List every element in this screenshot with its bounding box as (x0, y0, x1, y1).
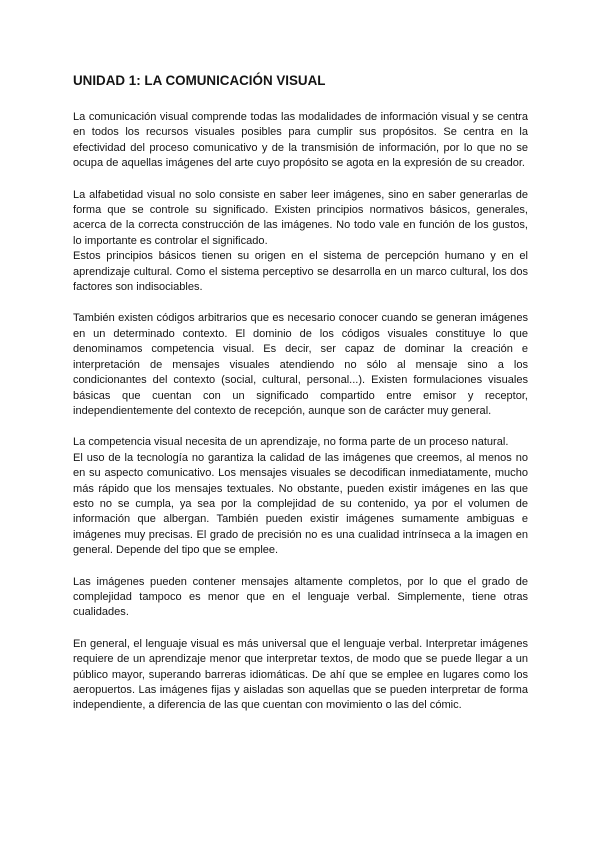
paragraph-6: El uso de la tecnología no garantiza la calidad de las imágenes que creemos, al menos no en su aspecto comunicativo. Los mensajes visuales se decodifican inmediatamente, mucho más rápido que los mensajes textuales. No obstante, pueden existir imágenes en las que esto no se cumpla, ya sea por la complejidad de su contenido, ya por el volumen de información que albergan. También pueden existir imágenes sumamente ambiguas e imágenes muy precisas. El grado de precisión no es una cualidad intrínseca a la imagen en general. Depende del tipo que se emplee. (73, 451, 528, 557)
paragraph-gap (73, 172, 528, 188)
paragraph-8: En general, el lenguaje visual es más universal que el lenguaje verbal. Interpretar imágenes requiere de un aprendizaje menor que interpretar textos, de modo que se puede llegar a un público mayor, superando barreras idiomáticas. De ahí que se emplee en lugares como los aeropuertos. Las imágenes fijas y aisladas son aquellas que se pueden interpretar de forma independiente, a diferencia de las que cuentan con movimiento o las del cómic. (73, 637, 528, 712)
paragraph-gap (73, 419, 528, 435)
paragraph-7: Las imágenes pueden contener mensajes altamente completos, por lo que el grado de complejidad tampoco es menor que en el lenguaje verbal. Simplemente, tiene otras cualidades. (73, 575, 528, 619)
paragraph-4: También existen códigos arbitrarios que es necesario conocer cuando se generan imágenes en un determinado contexto. El dominio de los códigos visuales constituye lo que denominamos competencia visual. Es decir, ser capaz de dominar la creación e interpretación de mensajes visuales atendiendo no sólo al mensaje sino a los condicionantes del contexto (social, cultural, personal...). Existen formulaciones visuales básicas que cuentan con un significado compartido entre emisor y receptor, independientemente del contexto de recepción, aunque son de carácter muy general. (73, 312, 528, 417)
page-title: UNIDAD 1: LA COMUNICACIÓN VISUAL (73, 73, 326, 88)
document-page (73, 72, 528, 714)
paragraph-1: La comunicación visual comprende todas las modalidades de información visual y se centra en todos los recursos visuales posibles para cumplir sus propósitos. Se centra en la efectividad del proceso comunicativo y de la transmisión de información, por lo que no se ocupa de aquellas imágenes del arte cuyo propósito se agota en la expresión de su creador. (73, 111, 528, 170)
paragraph-gap (73, 621, 528, 637)
paragraph-3: Estos principios básicos tienen su origen en el sistema de percepción humano y en el aprendizaje cultural. Como el sistema perceptivo se desarrolla en un marco cultural, los dos factores son indisociables. (73, 250, 528, 294)
paragraph-5: La competencia visual necesita de un aprendizaje, no forma parte de un proceso natural. (73, 436, 509, 449)
paragraph-gap (73, 559, 528, 575)
paragraph-2: La alfabetidad visual no solo consiste en saber leer imágenes, sino en saber generarlas de forma que se controle su significado. Existen principios normativos básicos, generales, acerca de la correcta construcción de las imágenes. No todo vale en función de los gustos, lo importante es controlar el significado. (73, 188, 528, 247)
paragraph-gap (73, 295, 528, 311)
